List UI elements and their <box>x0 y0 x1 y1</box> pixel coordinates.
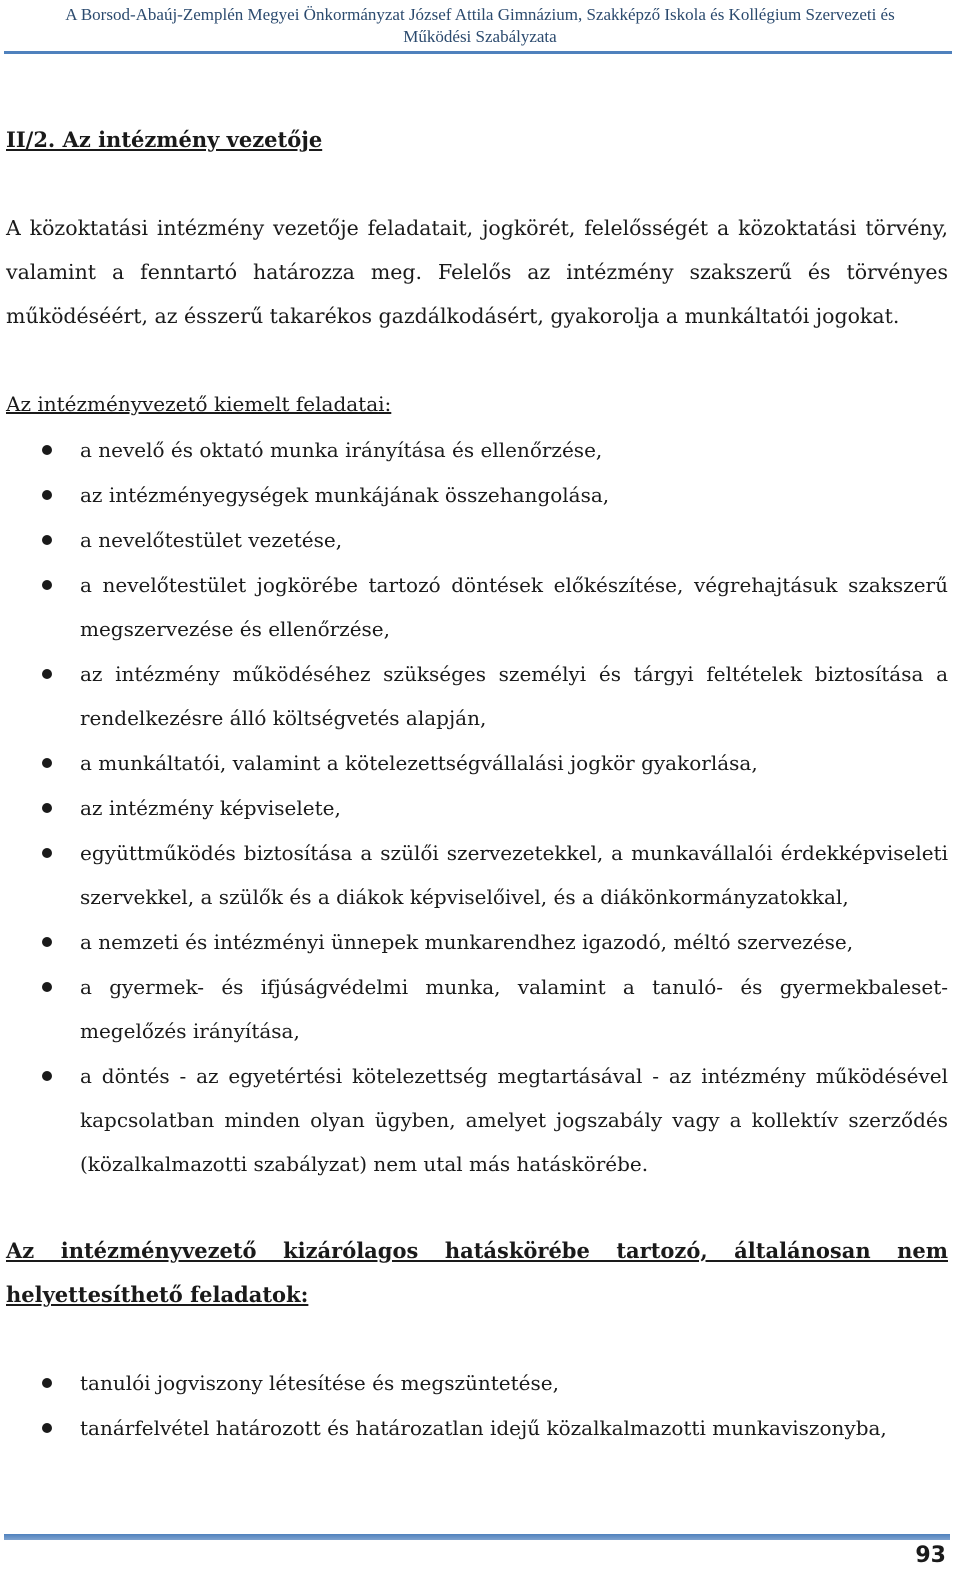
list-item-text: a nevelőtestület jogkörébe tartozó döntések előkészítése, végrehajtásuk szakszerű megszervezése és ellenőrzése, <box>80 573 948 641</box>
document-header <box>0 4 960 48</box>
bullet-icon <box>42 1423 52 1433</box>
header-line-2: Működési Szabályzata <box>403 27 557 46</box>
tasks-label: Az intézményvezető kiemelt feladatai: <box>6 392 392 416</box>
list-item-text: a nevelőtestület vezetése, <box>80 528 343 552</box>
tasks-list <box>6 428 948 1186</box>
page-content <box>6 118 948 1450</box>
page-number: 93 <box>915 1543 946 1568</box>
list-item <box>6 831 948 919</box>
bullet-icon <box>42 758 52 768</box>
list-item-text: tanárfelvétel határozott és határozatlan idejű közalkalmazotti munkaviszonyba, <box>80 1416 887 1440</box>
bullet-icon <box>42 669 52 679</box>
list-item-text: az intézmény képviselete, <box>80 796 341 820</box>
list-item-text: együttműködés biztosítása a szülői szervezetekkel, a munkavállalói érdekképviseleti szervekkel, a szülők és a diákok képviselőivel, és a diákönkormányzatokkal, <box>80 841 948 909</box>
bullet-icon <box>42 937 52 947</box>
list-item <box>6 563 948 651</box>
bullet-icon <box>42 982 52 992</box>
list-item <box>6 1361 948 1405</box>
section-title: II/2. Az intézmény vezetője <box>6 127 323 152</box>
footer-divider <box>4 1534 950 1540</box>
list-item-text: a nevelő és oktató munka irányítása és ellenőrzése, <box>80 438 603 462</box>
list-item <box>6 652 948 740</box>
exclusive-tasks-list <box>6 1361 948 1450</box>
list-item-text: a nemzeti és intézményi ünnepek munkarendhez igazodó, méltó szervezése, <box>80 930 854 954</box>
bullet-icon <box>42 445 52 455</box>
bullet-icon <box>42 1071 52 1081</box>
list-item <box>6 428 948 472</box>
list-item-text: az intézményegységek munkájának összehangolása, <box>80 483 610 507</box>
list-item <box>6 518 948 562</box>
list-item <box>6 741 948 785</box>
list-item <box>6 920 948 964</box>
list-item-text: a döntés - az egyetértési kötelezettség megtartásával - az intézmény működésével kapcsolatban minden olyan ügyben, amelyet jogszabály vagy a kollektív szerződés (közalkalmazotti szabályzat) nem utal más hatáskörébe. <box>80 1064 948 1176</box>
list-item <box>6 1406 948 1450</box>
list-item-text: tanulói jogviszony létesítése és megszüntetése, <box>80 1371 559 1395</box>
bullet-icon <box>42 848 52 858</box>
list-item <box>6 786 948 830</box>
header-line-1: A Borsod-Abaúj-Zemplén Megyei Önkormányzat József Attila Gimnázium, Szakképző Iskola és Kollégium Szervezeti és <box>65 5 895 24</box>
bullet-icon <box>42 535 52 545</box>
list-item <box>6 473 948 517</box>
bullet-icon <box>42 580 52 590</box>
header-divider <box>4 51 952 54</box>
bullet-icon <box>42 1378 52 1388</box>
list-item-text: az intézmény működéséhez szükséges személyi és tárgyi feltételek biztosítása a rendelkezésre álló költségvetés alapján, <box>80 662 948 730</box>
list-item-text: a munkáltatói, valamint a kötelezettségvállalási jogkör gyakorlása, <box>80 751 758 775</box>
intro-paragraph: A közoktatási intézmény vezetője feladatait, jogkörét, felelősségét a közoktatási törvény, valamint a fenntartó határozza meg. Felelős az intézmény szakszerű és törvényes működéséért, az ésszerű takarékos gazdálkodásért, gyakorolja a munkáltatói jogokat. <box>6 216 948 328</box>
list-item-text: a gyermek- és ifjúságvédelmi munka, valamint a tanuló- és gyermekbaleset-megelőzés irányítása, <box>80 975 948 1043</box>
bullet-icon <box>42 490 52 500</box>
list-item <box>6 1054 948 1186</box>
exclusive-tasks-heading: Az intézményvezető kizárólagos hatáskörébe tartozó, általánosan nem helyettesíthető feladatok: <box>6 1238 948 1307</box>
list-item <box>6 965 948 1053</box>
bullet-icon <box>42 803 52 813</box>
